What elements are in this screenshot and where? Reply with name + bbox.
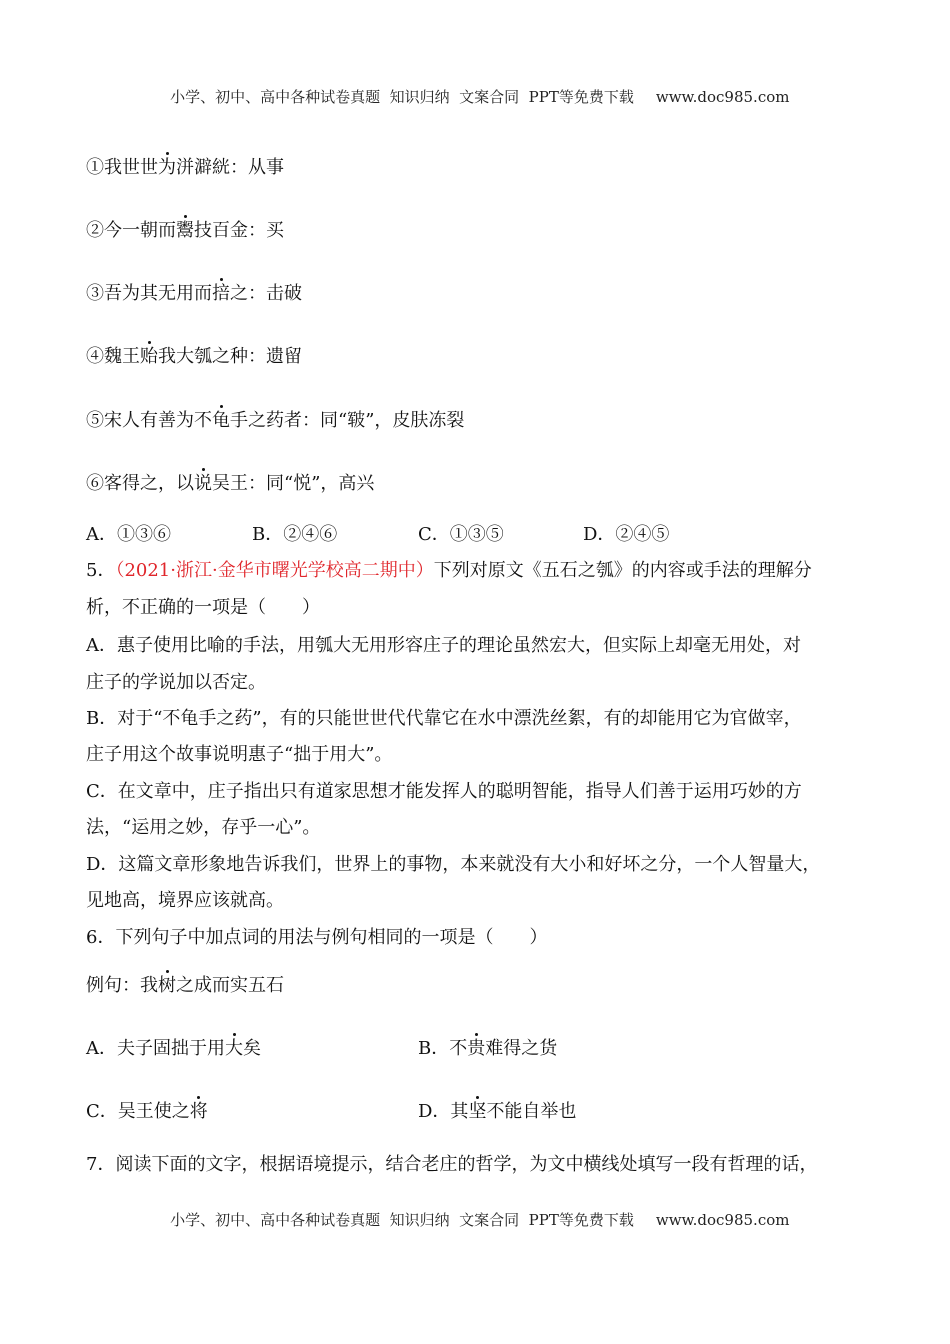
q4-item-1: ①我世世为洴澼絖：从事: [86, 157, 284, 178]
q6-option-c: C．吴王使之将: [86, 1101, 208, 1122]
dotted-char: 贵: [467, 1038, 486, 1059]
q5-option-a-line1: A．惠子使用比喻的手法，用瓠大无用形容庄子的理论虽然宏大，但实际上却毫无用处，对: [86, 635, 801, 656]
q4-option-a: A．①③⑥: [86, 524, 171, 545]
q5-stem: 5．（2021·浙江·金华市曙光学校高二期中）下列对原文《五石之瓠》的内容或手法的理解分: [86, 560, 812, 581]
q4-item-4: ④魏王贻我大瓠之种：遗留: [86, 346, 302, 367]
q6-example: 例句：我树之成而实五石: [86, 975, 284, 996]
footer-site: www.doc985.com: [655, 1211, 790, 1229]
dotted-char: 树: [158, 975, 176, 996]
q4-option-c: C．①③⑤: [418, 524, 504, 545]
dotted-char: 坚: [468, 1101, 487, 1122]
header-site: www.doc985.com: [655, 88, 790, 106]
question-number: 5．: [86, 560, 116, 581]
q5-option-b-line2: 庄子用这个故事说明惠子“拙于用大”。: [86, 744, 393, 765]
q4-option-d: D．②④⑤: [583, 524, 670, 545]
dotted-char: 将: [189, 1101, 208, 1122]
q4-option-b: B．②④⑥: [252, 524, 338, 545]
footer-text: 小学、初中、高中各种试卷真题 知识归纳 文案合同 PPT等免费下载: [170, 1211, 634, 1229]
dotted-char: 鬻: [176, 220, 194, 241]
q5-option-a-line2: 庄子的学说加以否定。: [86, 672, 266, 693]
header-text: 小学、初中、高中各种试卷真题 知识归纳 文案合同 PPT等免费下载: [170, 88, 634, 106]
q5-option-d-line2: 见地高，境界应该就高。: [86, 890, 284, 911]
q5-option-b-line1: B．对于“不龟手之药”，有的只能世世代代靠它在水中漂洗丝絮，有的却能用它为官做宰，: [86, 708, 802, 729]
q4-item-5: ⑤宋人有善为不龟手之药者：同“皲”，皮肤冻裂: [86, 410, 465, 431]
q6-option-a: A．夫子固拙于用大矣: [86, 1038, 261, 1059]
q5-option-c-line2: 法，“运用之妙，存乎一心”。: [86, 817, 321, 838]
q7-stem: 7．阅读下面的文字，根据语境提示，结合老庄的哲学，为文中横线处填写一段有哲理的话，: [86, 1154, 818, 1175]
page-footer: [0, 1191, 950, 1230]
dotted-char: 为: [158, 157, 176, 178]
q5-option-c-line1: C．在文章中，庄子指出只有道家思想才能发挥人的聪明智能，指导人们善于运用巧妙的方: [86, 781, 802, 802]
dotted-char: 大: [225, 1038, 243, 1059]
q4-item-2: ②今一朝而鬻技百金：买: [86, 220, 284, 241]
page-header: [0, 68, 950, 107]
q6-option-b: B．不贵难得之货: [418, 1038, 558, 1059]
question-source: （2021·浙江·金华市曙光学校高二期中）: [115, 560, 434, 581]
dotted-char: 掊: [212, 283, 230, 304]
dotted-char: 龟: [212, 410, 230, 431]
q5-option-d-line1: D．这篇文章形象地告诉我们，世界上的事物，本来就没有大小和好坏之分，一个人智量大，: [86, 854, 821, 875]
q4-item-3: ③吾为其无用而掊之：击破: [86, 283, 302, 304]
dotted-char: 贻: [140, 346, 158, 367]
q6-stem: 6．下列句子中加点词的用法与例句相同的一项是（ ）: [86, 927, 548, 948]
q5-stem-cont: 析，不正确的一项是（ ）: [86, 597, 320, 618]
dotted-char: 说: [194, 473, 212, 494]
q6-option-d: D．其坚不能自举也: [418, 1101, 577, 1122]
q4-item-6: ⑥客得之，以说吴王：同“悦”，高兴: [86, 473, 375, 494]
